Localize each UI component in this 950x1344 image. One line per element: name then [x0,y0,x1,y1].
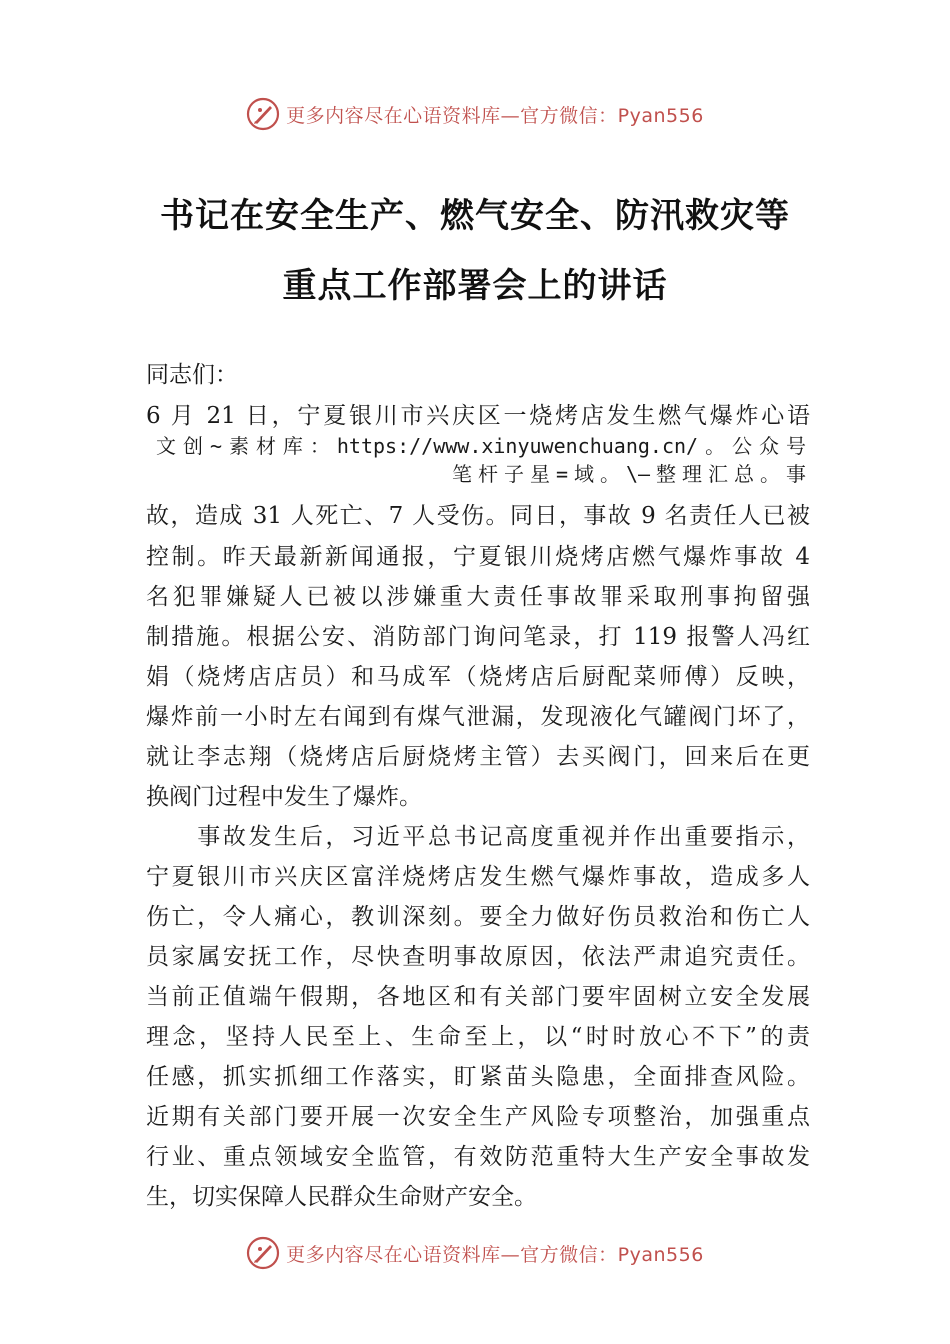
body-line: 理念，坚持人民至上、生命至上，以“时时放心不下”的责 [146,1024,810,1050]
body-line: 换阀门过程中发生了爆炸。 [146,784,422,810]
banner-text [286,101,704,128]
wechat-id: Pyan556 [617,1243,704,1266]
body-line: 事故发生后，习近平总书记高度重视并作出重要指示， [146,824,810,850]
body-line: 制措施。根据公安、消防部门询问笔录，打 119 报警人冯红 [146,624,810,650]
body-line: 6 月 21 日，宁夏银川市兴庆区一烧烤店发生燃气爆炸心语 [146,403,810,429]
body-line: 员家属安抚工作，尽快查明事故原因，依法严肃追究责任。 [146,944,810,970]
banner-text [286,1240,704,1267]
body-line: 文创~素材库：https://www.xinyuwenchuang.cn/。公众号 [156,434,806,458]
body-line: 当前正值端午假期，各地区和有关部门要牢固树立安全发展 [146,984,810,1010]
body-line: 近期有关部门要开展一次安全生产风险专项整治，加强重点 [146,1104,810,1130]
quill-logo-icon [246,97,280,131]
body-line: 宁夏银川市兴庆区富洋烧烤店发生燃气爆炸事故，造成多人 [146,864,810,890]
body-line: 任感，抓实抓细工作落实，盯紧苗头隐患，全面排查风险。 [146,1064,810,1090]
body-line: 娟（烧烤店店员）和马成军（烧烤店后厨配菜师傅）反映， [146,664,810,690]
footer-banner [0,1233,950,1273]
banner-label: 更多内容尽在心语资料库—官方微信： [286,104,618,127]
body-line: 名犯罪嫌疑人已被以涉嫌重大责任事故罪采取刑事拘留强 [146,584,810,610]
salutation: 同志们： [146,362,238,388]
body-line: 生，切实保障人民群众生命财产安全。 [146,1184,537,1210]
header-banner [0,94,950,134]
page-title-line-1: 书记在安全生产、燃气安全、防汛救灾等 [160,196,790,236]
body-line: 伤亡，令人痛心，教训深刻。要全力做好伤员救治和伤亡人 [146,904,810,930]
page-title-line-2: 重点工作部署会上的讲话 [282,266,668,306]
body-line: 就让李志翔（烧烤店后厨烧烤主管）去买阀门，回来后在更 [146,744,810,770]
body-line: 爆炸前一小时左右闻到有煤气泄漏，发现液化气罐阀门坏了， [146,704,810,730]
body-line: 故，造成 31 人死亡、7 人受伤。同日，事故 9 名责任人已被 [146,503,810,529]
body-line: 行业、重点领域安全监管，有效防范重特大生产安全事故发 [146,1144,810,1170]
body-line: 控制。昨天最新新闻通报，宁夏银川烧烤店燃气爆炸事故 4 [146,544,810,570]
quill-logo-icon [246,1236,280,1270]
banner-label: 更多内容尽在心语资料库—官方微信： [286,1243,618,1266]
wechat-id: Pyan556 [617,104,704,127]
body-line: 笔杆子星=域。\—整理汇总。事 [452,462,806,486]
